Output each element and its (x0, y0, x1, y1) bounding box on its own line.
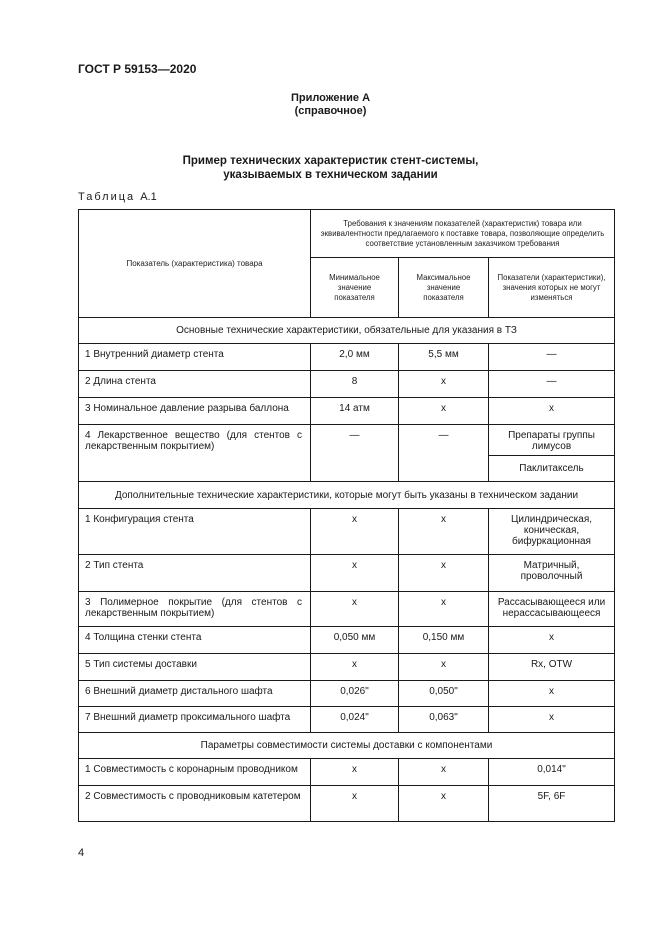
annex-heading (0, 92, 661, 118)
row-max: x (399, 786, 489, 822)
row-max: x (399, 371, 489, 398)
header-requirements: Требования к значениям показателей (характеристик) товара или эквивалентности предлагаемого к поставке товара, позволяющие определить соответствие установленным заказчиком требования (311, 210, 615, 258)
row-fixed: — (489, 344, 615, 371)
table-row (79, 371, 615, 398)
row-name: 2 Длина стента (79, 371, 311, 398)
row-min: x (311, 786, 399, 822)
table-row (79, 654, 615, 681)
row-name: 3 Полимерное покрытие (для стентов с лекарственным покрытием) (79, 592, 311, 627)
row-fixed: x (489, 681, 615, 707)
table-row (79, 509, 615, 555)
row-min: 2,0 мм (311, 344, 399, 371)
row-fixed: 5F, 6F (489, 786, 615, 822)
row-min: 8 (311, 371, 399, 398)
row-fixed: 0,014" (489, 759, 615, 786)
table-label-word: Таблица (78, 191, 136, 203)
section-row (79, 733, 615, 759)
row-fixed: Rx, OTW (489, 654, 615, 681)
row-max: — (399, 425, 489, 482)
header-indicator: Показатель (характеристика) товара (79, 210, 311, 318)
row-fixed: Препараты группы лимусов (489, 425, 615, 456)
row-max: x (399, 759, 489, 786)
row-fixed: x (489, 627, 615, 654)
section-3-title: Параметры совместимости системы доставки с компонентами (79, 733, 615, 759)
header-row (79, 210, 615, 258)
row-min: 0,024" (311, 707, 399, 733)
row-min: x (311, 759, 399, 786)
row-min: 14 атм (311, 398, 399, 425)
row-min: x (311, 555, 399, 592)
row-min: — (311, 425, 399, 482)
row-name: 5 Тип системы доставки (79, 654, 311, 681)
table-row (79, 344, 615, 371)
row-min: x (311, 509, 399, 555)
caption-line-2: указываемых в техническом задании (223, 169, 438, 181)
caption-line-1: Пример технических характеристик стент-системы, (182, 155, 479, 167)
row-name: 1 Внутренний диаметр стента (79, 344, 311, 371)
row-fixed: — (489, 371, 615, 398)
annex-note: (справочное) (294, 105, 367, 117)
row-name: 4 Лекарственное вещество (для стентов с лекарственным покрытием) (79, 425, 311, 482)
row-max: 0,150 мм (399, 627, 489, 654)
table-row (79, 627, 615, 654)
table-label (78, 191, 157, 203)
row-name: 2 Тип стента (79, 555, 311, 592)
table-row (79, 592, 615, 627)
annex-title: Приложение А (290, 92, 371, 104)
row-name: 6 Внешний диаметр дистального шафта (79, 681, 311, 707)
row-max: x (399, 398, 489, 425)
table-row (79, 786, 615, 822)
page-number: 4 (78, 847, 85, 859)
row-fixed: Цилиндрическая, коническая, бифуркационная (489, 509, 615, 555)
row-max: 0,063" (399, 707, 489, 733)
row-max: x (399, 555, 489, 592)
section-row (79, 482, 615, 509)
table-label-number: А.1 (140, 191, 157, 203)
row-fixed: Рассасывающееся или нерассасывающееся (489, 592, 615, 627)
row-fixed: x (489, 398, 615, 425)
row-fixed-2: Паклитаксель (489, 456, 615, 482)
row-name: 1 Совместимость с коронарным проводником (79, 759, 311, 786)
row-max: 5,5 мм (399, 344, 489, 371)
row-min: 0,026" (311, 681, 399, 707)
table-row (79, 707, 615, 733)
row-name: 7 Внешний диаметр проксимального шафта (79, 707, 311, 733)
section-1-title: Основные технические характеристики, обязательные для указания в ТЗ (79, 318, 615, 344)
table-row (79, 555, 615, 592)
table-caption (0, 154, 661, 182)
row-name: 3 Номинальное давление разрыва баллона (79, 398, 311, 425)
table-row (79, 681, 615, 707)
row-fixed: x (489, 707, 615, 733)
header-fixed: Показатели (характеристики), значения которых не могут изменяться (489, 258, 615, 318)
row-min: x (311, 592, 399, 627)
row-max: x (399, 509, 489, 555)
row-name: 1 Конфигурация стента (79, 509, 311, 555)
row-max: x (399, 654, 489, 681)
row-name: 2 Совместимость с проводниковым катетером (79, 786, 311, 822)
header-min: Минимальное значение показателя (311, 258, 399, 318)
row-fixed: Матричный, проволочный (489, 555, 615, 592)
standard-number: ГОСТ Р 59153—2020 (78, 62, 197, 76)
row-min: x (311, 654, 399, 681)
section-2-title: Дополнительные технические характеристики, которые могут быть указаны в техническом задании (79, 482, 615, 509)
table-row (79, 425, 615, 456)
spec-table (78, 209, 615, 822)
row-name: 4 Толщина стенки стента (79, 627, 311, 654)
table-row (79, 759, 615, 786)
row-max: 0,050" (399, 681, 489, 707)
row-min: 0,050 мм (311, 627, 399, 654)
section-row (79, 318, 615, 344)
table-row (79, 398, 615, 425)
row-max: x (399, 592, 489, 627)
header-max: Максимальное значение показателя (399, 258, 489, 318)
